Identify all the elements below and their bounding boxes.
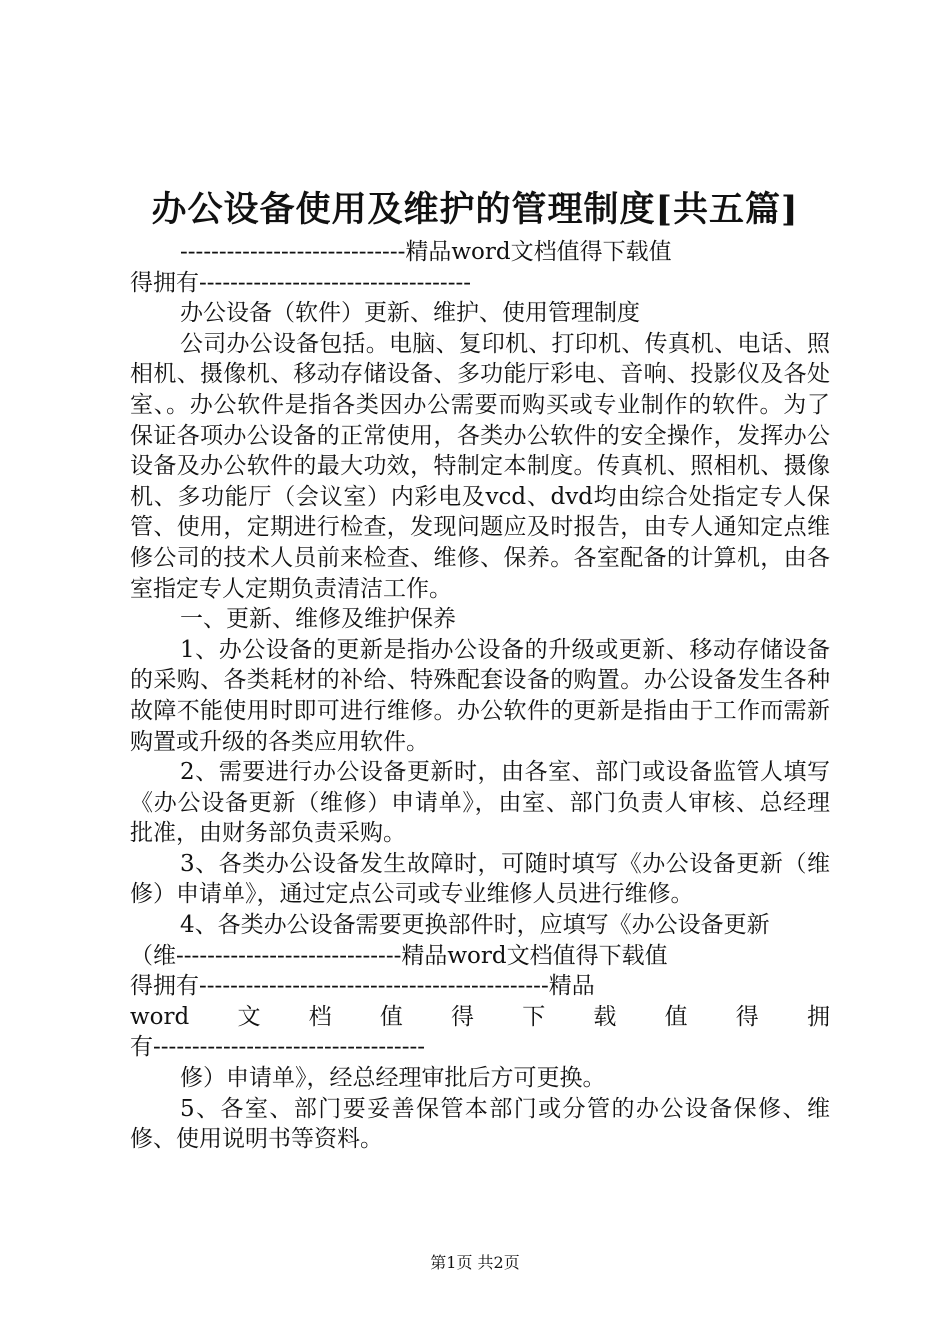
spread-word: 得	[451, 1003, 475, 1030]
spread-word: 下	[522, 1003, 546, 1030]
watermark-line: （维-----------------------------精品word文档值得下载值	[130, 942, 668, 969]
spread-word: 文	[237, 1003, 261, 1030]
watermark-line: 得拥有-----------------------------------	[130, 269, 472, 296]
list-item: 修）申请单》，经总经理审批后方可更换。	[180, 1065, 606, 1092]
list-item: 5、各室、部门要妥善保管本部门或分管的办公设备保修、维修、使用说明书等资料。	[130, 1095, 830, 1153]
list-item: 4、各类办公设备需要更换部件时，应填写《办公设备更新	[180, 912, 770, 939]
watermark-line: 得拥有---------------------------------------------精品	[130, 973, 595, 1000]
document-body	[130, 237, 830, 1155]
section-subtitle: 办公设备（软件）更新、维护、使用管理制度	[180, 300, 640, 327]
spread-word: word	[130, 1003, 190, 1030]
section-heading: 一、更新、维修及维护保养	[180, 606, 456, 633]
watermark-spread-line	[130, 1002, 830, 1033]
spread-word: 档	[308, 1003, 332, 1030]
list-item: 1、办公设备的更新是指办公设备的升级或更新、移动存储设备的采购、各类耗材的补给、特殊配套设备的购置。办公设备发生各种故障不能使用时即可进行维修。办公软件的更新是指由于工作而需新购置或升级的各类应用软件。	[130, 636, 830, 755]
page-footer: 第1页 共2页	[430, 1253, 520, 1272]
list-item: 2、需要进行办公设备更新时，由各室、部门或设备监管人填写《办公设备更新（维修）申请单》，由室、部门负责人审核、总经理批准，由财务部负责采购。	[130, 759, 830, 847]
spread-word: 值	[664, 1003, 688, 1030]
watermark-line: 有-----------------------------------	[130, 1034, 426, 1061]
watermark-line: -----------------------------精品word文档值得下载值	[180, 239, 672, 265]
spread-word: 值	[379, 1003, 403, 1030]
spread-word: 得	[735, 1003, 759, 1030]
document-title: 办公设备使用及维护的管理制度[共五篇]	[151, 189, 799, 230]
spread-word: 载	[593, 1003, 617, 1030]
spread-word: 拥	[806, 1003, 830, 1030]
list-item: 3、各类办公设备发生故障时，可随时填写《办公设备更新（维修）申请单》，通过定点公司或专业维修人员进行维修。	[130, 850, 830, 908]
intro-paragraph: 公司办公设备包括。电脑、复印机、打印机、传真机、电话、照相机、摄像机、移动存储设备、多功能厅彩电、音响、投影仪及各处室、。办公软件是指各类因办公需要而购买或专业制作的软件。为了保证各项办公设备的正常使用，各类办公软件的安全操作，发挥办公设备及办公软件的最大功效，特制定本制度。传真机、照相机、摄像机、多功能厅（会议室）内彩电及vcd、dvd均由综合处指定专人保管、使用，定期进行检查，发现问题应及时报告，由专人通知定点维修公司的技术人员前来检查、维修、保养。各室配备的计算机，由各室指定专人定期负责清洁工作。	[130, 330, 830, 602]
